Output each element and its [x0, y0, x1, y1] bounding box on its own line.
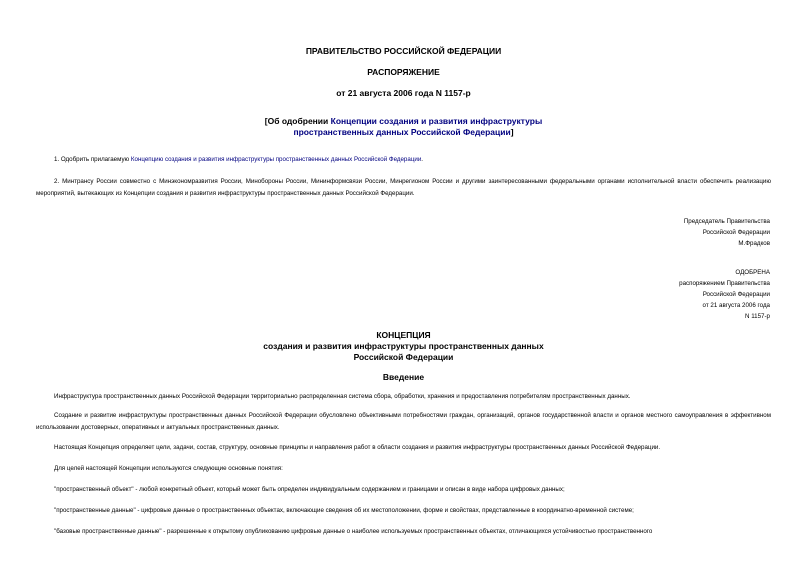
- paragraph-1: [36, 154, 771, 166]
- concept-title-line1: КОНЦЕПЦИЯ: [376, 330, 431, 340]
- title-close: ]: [510, 127, 514, 137]
- approval-line4: от 21 августа 2006 года: [702, 302, 770, 309]
- concept-paragraph-7: "базовые пространственные данные" - разрешенные к открытому опубликованию цифровые данные о наиболее используемых пространственных объектах, отличающихся устойчивостью пространственного: [54, 528, 653, 535]
- approval-line5: N 1157-р: [745, 313, 770, 320]
- document-type: РАСПОРЯЖЕНИЕ: [367, 67, 440, 77]
- concept-title-line3: Российской Федерации: [353, 352, 454, 362]
- signature-line2: Российской Федерации: [702, 229, 770, 236]
- approval-line2: распоряжением Правительства: [679, 280, 770, 287]
- concept-paragraph-2: Создание и развитие инфраструктуры пространственных данных Российской Федерации обусловлено объективными потребностями граждан, организаций, органов государственной власти и органов местного самоуправления в эффективном использовании достоверных, оперативных и актуальных пространственных данных.: [36, 412, 771, 431]
- document-title: [0, 116, 807, 138]
- signature-line3: М.Фрадков: [738, 240, 770, 247]
- concept-link-line1[interactable]: Концепции создания и развития инфраструктуры: [330, 116, 543, 126]
- approval-line1: ОДОБРЕНА: [735, 269, 770, 276]
- concept-title: [0, 330, 807, 363]
- concept-link-p1[interactable]: Концепцию создания и развития инфраструктуры пространственных данных Российской Федерации: [130, 156, 422, 163]
- concept-paragraph-5: "пространственный объект" - любой конкретный объект, который может быть определен индивидуальным содержанием и границами и описан в виде набора цифровых данных;: [54, 486, 565, 493]
- signature-line1: Председатель Правительства: [683, 218, 770, 225]
- concept-title-line2: создания и развития инфраструктуры пространственных данных: [263, 341, 544, 351]
- government-header: ПРАВИТЕЛЬСТВО РОССИЙСКОЙ ФЕДЕРАЦИИ: [305, 46, 502, 56]
- document-date-number: от 21 августа 2006 года N 1157-р: [336, 88, 471, 98]
- concept-paragraph-1: Инфраструктура пространственных данных Российской Федерации территориально распределенная система сбора, обработки, хранения и предоставления потребителям пространственных данных.: [54, 393, 631, 400]
- approval-line3: Российской Федерации: [702, 291, 770, 298]
- p1-prefix: 1. Одобрить прилагаемую: [54, 156, 131, 163]
- approval-block: [679, 267, 770, 322]
- concept-paragraph-3: Настоящая Концепция определяет цели, задачи, состав, структуру, основные принципы и направления работ в области создания и развития инфраструктуры пространственных данных Российской Федерации.: [54, 444, 661, 451]
- concept-link-line2[interactable]: пространственных данных Российской Федерации: [293, 127, 511, 137]
- signature-block: [684, 216, 770, 249]
- intro-heading: Введение: [382, 372, 425, 382]
- paragraph-2: 2. Минтрансу России совместно с Минэкономразвития России, Минобороны России, Мининформсвязи России, Минрегионом России и другими заинтересованными федеральными органами исполнительной власти обеспечить реализацию мероприятий, вытекающих из Концепции создания и развития инфраструктуры пространственных данных Российской Федерации.: [36, 178, 771, 197]
- concept-paragraph-4: Для целей настоящей Концепции используются следующие основные понятия:: [54, 465, 283, 472]
- p1-suffix: .: [421, 156, 424, 163]
- concept-paragraph-6: "пространственные данные" - цифровые данные о пространственных объектах, включающие сведения об их местоположении, форме и свойствах, представленные в координатно-временной системе;: [54, 507, 634, 514]
- title-open: [Об одобрении: [264, 116, 331, 126]
